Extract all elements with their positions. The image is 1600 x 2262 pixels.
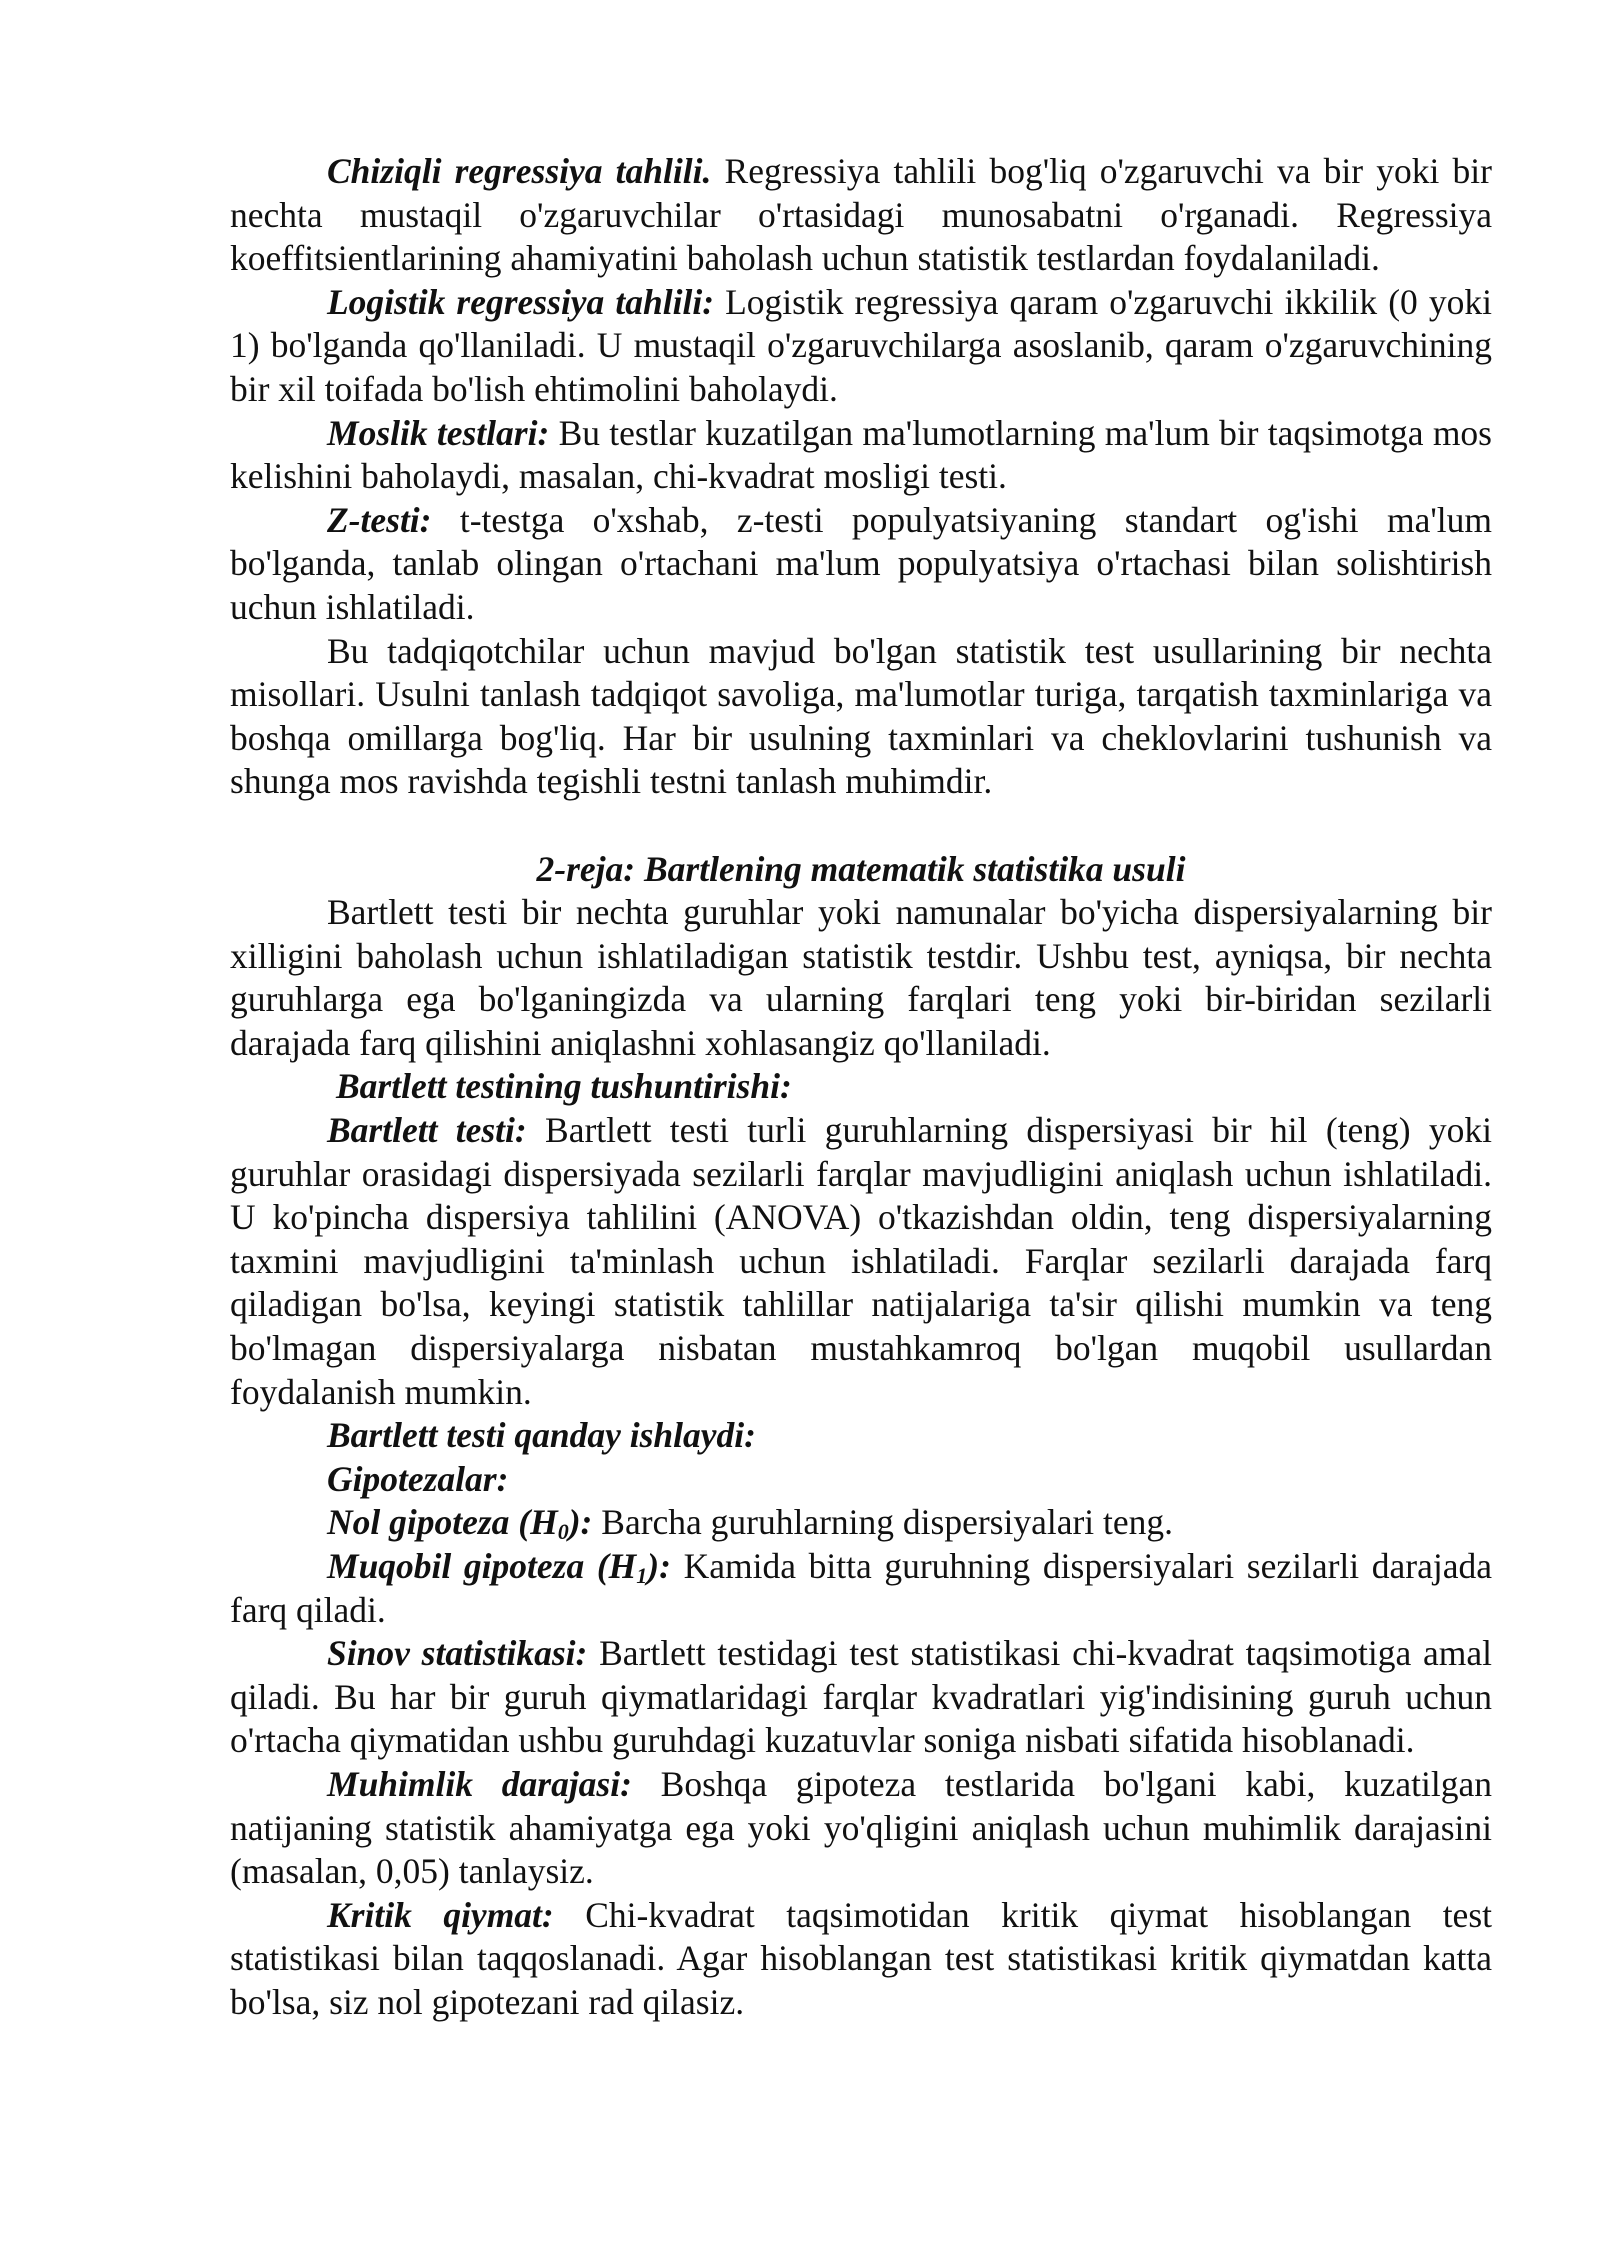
- term-significance-level: Muhimlik darajasi:: [327, 1763, 632, 1804]
- term-null-hypothesis-close: ):: [568, 1502, 593, 1543]
- subscript-one: 1: [636, 1563, 648, 1588]
- paragraph-significance-level: [230, 1763, 1492, 1894]
- term-null-hypothesis: [327, 1502, 593, 1545]
- text-logistic-regression: Logistik regressiya qaram o'zgaruvchi ikkilik (0 yoki 1) bo'lganda qo'llaniladi. U mustaqil o'zgaruvchilarga asoslanib, qaram o'zgaruvchining bir xil toifada bo'lish ehtimolini baholaydi.: [230, 281, 1492, 409]
- text-bartlett-intro: Bartlett testi bir nechta guruhlar yoki namunalar bo'yicha dispersiyalarning bir xilligini baholash uchun ishlatiladigan statistik testdir. Ushbu test, ayniqsa, bir nechta guruhlarga ega bo'lganingizda va ularning farqlari teng yoki bir-biridan sezilarli darajada farq qilishini aniqlashni xohlasangiz qo'llaniladi.: [230, 892, 1492, 1063]
- text-summary: Bu tadqiqotchilar uchun mavjud bo'lgan statistik test usullarining bir nechta misollari. Usulni tanlash tadqiqot savoliga, ma'lumotlar turiga, tarqatish taxminlariga va boshqa omillarga bog'liq. Har bir usulning taxminlari va cheklovlarini tushunish va shunga mos ravishda tegishli testni tanlash muhimdir.: [230, 630, 1492, 802]
- paragraph-null-hypothesis: [230, 1501, 1492, 1545]
- paragraph-bartlett-definition: [230, 1109, 1492, 1414]
- paragraph-summary: [230, 630, 1492, 804]
- text-bartlett-definition: Bartlett testi turli guruhlarning dispersiyasi bir hil (teng) yoki guruhlar orasidagi dispersiyada sezilarli farqlar mavjudligini aniqlash uchun ishlatiladi. U ko'pincha dispersiya tahlilini (ANOVA) o'tkazishdan oldin, teng dispersiyalarning taxmini mavjudligini ta'minlash uchun ishlatiladi. Farqlar sezilarli darajada farq qiladigan bo'lsa, keyingi statistik tahlillar natijalariga ta'sir qilishi mumkin va teng bo'lmagan dispersiyalarga nisbatan mustahkamroq bo'lgan muqobil usullardan foydalanish mumkin.: [230, 1110, 1492, 1412]
- term-test-statistic: Sinov statistikasi:: [327, 1633, 588, 1674]
- term-alternative-hypothesis-close: ):: [647, 1546, 671, 1586]
- section-heading: 2-reja: Bartlening matematik statistika usuli: [536, 848, 1186, 889]
- subheading-how-it-works-text: Bartlett testi qanday ishlaydi:: [327, 1415, 756, 1456]
- text-test-statistic: Bartlett testidagi test statistikasi chi-kvadrat taqsimotiga amal qiladi. Bu har bir guruh qiymatlaridagi farqlar kvadratlari yig'indisining guruh uchun o'rtacha qiymatidan ushbu guruhdagi kuzatuvlar soniga nisbati sifatida hisoblanadi.: [230, 1633, 1493, 1761]
- term-alternative-hypothesis-label: Muqobil gipoteza (H: [327, 1546, 637, 1586]
- text-linear-regression: Regressiya tahlili bog'liq o'zgaruvchi va bir yoki bir nechta mustaqil o'zgaruvchilar o'rtasidagi munosabatni o'rganadi. Regressiya koeffitsientlarining ahamiyatini baholash uchun statistik testlardan foydalaniladi.: [230, 151, 1492, 279]
- paragraph-goodness-of-fit: [230, 412, 1492, 499]
- text-z-test: t-testga o'xshab, z-testi populyatsiyaning standart og'ishi ma'lum bo'lganda, tanlab olingan o'rtachani ma'lum populyatsiya o'rtachasi bilan solishtirish uchun ishlatiladi.: [230, 499, 1492, 627]
- term-linear-regression: Chiziqli regressiya tahlili.: [327, 151, 712, 191]
- paragraph-logistic-regression: [230, 281, 1492, 412]
- paragraph-bartlett-intro: [230, 891, 1492, 1065]
- paragraph-linear-regression: [230, 150, 1492, 281]
- term-alternative-hypothesis: [327, 1546, 671, 1586]
- text-critical-value: Chi-kvadrat taqsimotidan kritik qiymat hisoblangan test statistikasi bilan taqqoslanadi. Agar hisoblangan test statistikasi kritik qiymatdan katta bo'lsa, siz nol gipotezani rad qilasiz.: [230, 1894, 1492, 2022]
- paragraph-alternative-hypothesis: [230, 1545, 1492, 1632]
- text-significance-level: Boshqa gipoteza testlarida bo'lgani kabi, kuzatilgan natijaning statistik ahamiyatga ega yoki yo'qligini aniqlash uchun muhimlik darajasini (masalan, 0,05) tanlaysiz.: [230, 1763, 1492, 1892]
- document-page: [230, 150, 1492, 2025]
- text-goodness-of-fit: Bu testlar kuzatilgan ma'lumotlarning ma'lum bir taqsimotga mos kelishini baholaydi, masalan, chi-kvadrat mosligi testi.: [230, 412, 1492, 497]
- subheading-explanation: [230, 1065, 1492, 1109]
- subscript-zero: 0: [557, 1519, 569, 1545]
- subheading-hypotheses: [230, 1458, 1492, 1502]
- text-null-hypothesis: Barcha guruhlarning dispersiyalari teng.: [592, 1502, 1174, 1543]
- text-alternative-hypothesis: Kamida bitta guruhning dispersiyalari sezilarli darajada farq qiladi.: [230, 1546, 1492, 1630]
- paragraph-critical-value: [230, 1894, 1492, 2025]
- paragraph-z-test: [230, 499, 1492, 630]
- subheading-explanation-text: Bartlett testining tushuntirishi:: [336, 1066, 792, 1107]
- paragraph-test-statistic: [230, 1632, 1492, 1763]
- term-null-hypothesis-label: Nol gipoteza (H: [327, 1502, 558, 1543]
- term-logistic-regression: Logistik regressiya tahlili:: [327, 281, 715, 322]
- term-goodness-of-fit: Moslik testlari:: [327, 412, 550, 453]
- term-z-test: Z-testi:: [327, 499, 432, 540]
- term-bartlett-test: Bartlett testi:: [327, 1110, 527, 1151]
- term-critical-value: Kritik qiymat:: [327, 1894, 554, 1935]
- subheading-hypotheses-text: Gipotezalar:: [327, 1458, 509, 1499]
- spacer: [230, 804, 1492, 848]
- subheading-how-it-works: [230, 1414, 1492, 1458]
